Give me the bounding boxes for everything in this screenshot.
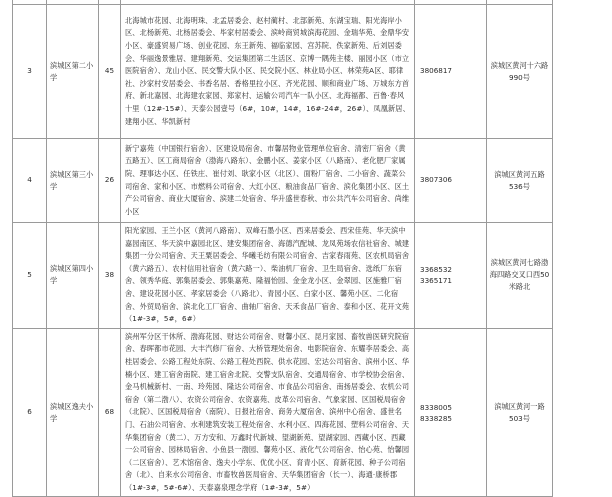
class-count: 45 (99, 5, 121, 139)
school-address: 滨城区黄河五路536号 (487, 139, 553, 223)
school-name: 滨城区第二小学 (47, 5, 99, 139)
row-number: 6 (13, 328, 47, 497)
phone-number: 8338005 8338285 (415, 328, 487, 497)
school-name: 滨城区第四小学 (47, 223, 99, 329)
school-address: 滨城区黄河七路渤海四路交叉口西50米路北 (487, 223, 553, 329)
phone-number: 3368532 3365171 (415, 223, 487, 329)
school-district-table (12, 0, 553, 497)
phone-number: 3807306 (415, 139, 487, 223)
phone-number: 3806817 (415, 5, 487, 139)
class-count: 68 (99, 328, 121, 497)
school-address: 滨城区黄河一路503号 (487, 328, 553, 497)
row-number: 4 (13, 139, 47, 223)
class-count: 26 (99, 139, 121, 223)
school-name: 滨城区第三小学 (47, 139, 99, 223)
enrollment-areas: 北海城市花园、北海明珠、北孟居委会、赵村蔺村、北部新苑、东湖宝瑞、阳光海岸小区、北杨新苑、北杨居委会、毕家村居委会、滨岭商贸城滨海花园、金瑞华苑、金鼎华安小区、豪盛贸易广场、创业花园、东王新苑、福临家园、宫苏院、佚家新苑、后刘居委会、华丽逸景雅居、建翔新苑、交运集团第二生活区、京博一隅苑主楼、丽园小区（市立医院宿舍）、龙山小区、民交警大队小区、民交院小区、林业局小区、林荣苑A区、耶律社、沙家村安居委会、书香名居、香格里拉小区、齐光花园、顺和商业广场、万城东方首府、新北嘉园、北海建农家园、郑家村、运输公司汽车一队小区、北海福都、百鲁·春风十里（12#-15#）、天泰公园壹号（6#，10#，14#，16#-24#，26#）、凤凰新居、建翔小区、华凯新村 (121, 5, 415, 139)
enrollment-areas: 滨州军分区干休所、渤海花园、财达公司宿舍、财馨小区、昆月家园、畜牧兽医研究院宿舍、春晖都市花园、大丰汽修厂宿舍、大桥管理处宿舍、电影院宿舍、东耀李居委会、高桂居委会、公路工程处东院、公路工程处西院、供水花园、宏达公司宿舍、滨州小区、华楠小区、建工宿舍南院、建工宿舍北院、交警支队宿舍、交通局宿舍、市学校协会宿舍、金马机械新村、一南、玲苑园、隆达公司宿舍、市食品公司宿舍、南扬居委会、农机公司宿舍（第二渤八）、农资公司宿舍、农资嘉苑、皮革公司宿舍、气象家园、区国税局宿舍（北院）、区国税局宿舍（南院）、日报社宿舍、商务大厦宿舍、滨州中心宿舍、盛世名门、石油公司宿舍、水利建筑安装工程处宿舍、水利小区、四海花园、塑料公司宿舍、天华集团宿舍（黄二）、万方安和、万鑫时代新城、望湖新苑、望湖家园、西藏小区、西藏一公司宿舍、园林局宿舍、小鱼县一渤园、馨苑小区、液化气公司宿舍、怡心苑、怡馨园（二区宿舍）、艺术馆宿舍、逸夫小学东、优优小区、育青小区、育新花园、种子公司宿舍（北）、自来水公司宿舍、市畜牧兽医局宿舍、天华集团宿舍（长一）、海通·康桥郡（1#-3#，5#-6#）、天泰嘉泉理念学府（1#-3#，5#） (121, 328, 415, 497)
enrollment-areas: 阳光家园、王兰小区（黄河八路南）、双峰石墨小区、西来居委会、西宋佳苑、华天滨中嘉园南区、华天滨中嘉园北区、建安集团宿舍、海德汽配城、龙凤苑场农信社宿舍、城建集团一分公司宿舍、天王粟居委会、华曦毛纺有限公司宿舍、吉家春雨苑、区农机局宿舍（黄六路五）、农村信用社宿舍（黄六路一）、柴油机厂宿舍、卫生局宿舍、选纸厂东宿舍、领秀华庭、郭集居委会、郭集嘉苑、隆福怡园、金金龙小区、金翠园、区施雅厂宿舍、建设花园小区、孝家居委会（八路北）、青园小区、白家小区、馨苑小区、二化宿舍、外贸局宿舍、滨北化工厂宿舍、曲轴厂宿舍、天禾食品厂宿舍、泰和小区、花开文苑（1#-3#，5#，6#） (121, 223, 415, 329)
school-name: 滨城区逸夫小学 (47, 328, 99, 497)
table-row (13, 139, 553, 223)
enrollment-areas: 新宁嘉苑（中国银行宿舍）、区建设局宿舍、市馨居物业管理单位宿舍、清密厂宿舍（黄五路五）、区工商局宿舍（渤海八路东）、金鹏小区、姜家小区（八路南）、老化肥厂家属院、理事达小区、任铁庄、崔付刘、耿家小区（北区）、面粉厂宿舍、二小宿舍、蔬菜公司宿舍、家和小区、市燃料公司宿舍、大红小区、粮油食品厂宿舍、滨化集团小区、区土产公司宿舍、商业大厦宿舍、滨建二处宿舍、华升盛世春秋、市公共汽车公司宿舍、尚维小区 (121, 139, 415, 223)
school-address: 滨城区黄河十六路990号 (487, 5, 553, 139)
class-count: 38 (99, 223, 121, 329)
row-number: 5 (13, 223, 47, 329)
table-row (13, 328, 553, 497)
table-row (13, 223, 553, 329)
table-row (13, 5, 553, 139)
row-number: 3 (13, 5, 47, 139)
